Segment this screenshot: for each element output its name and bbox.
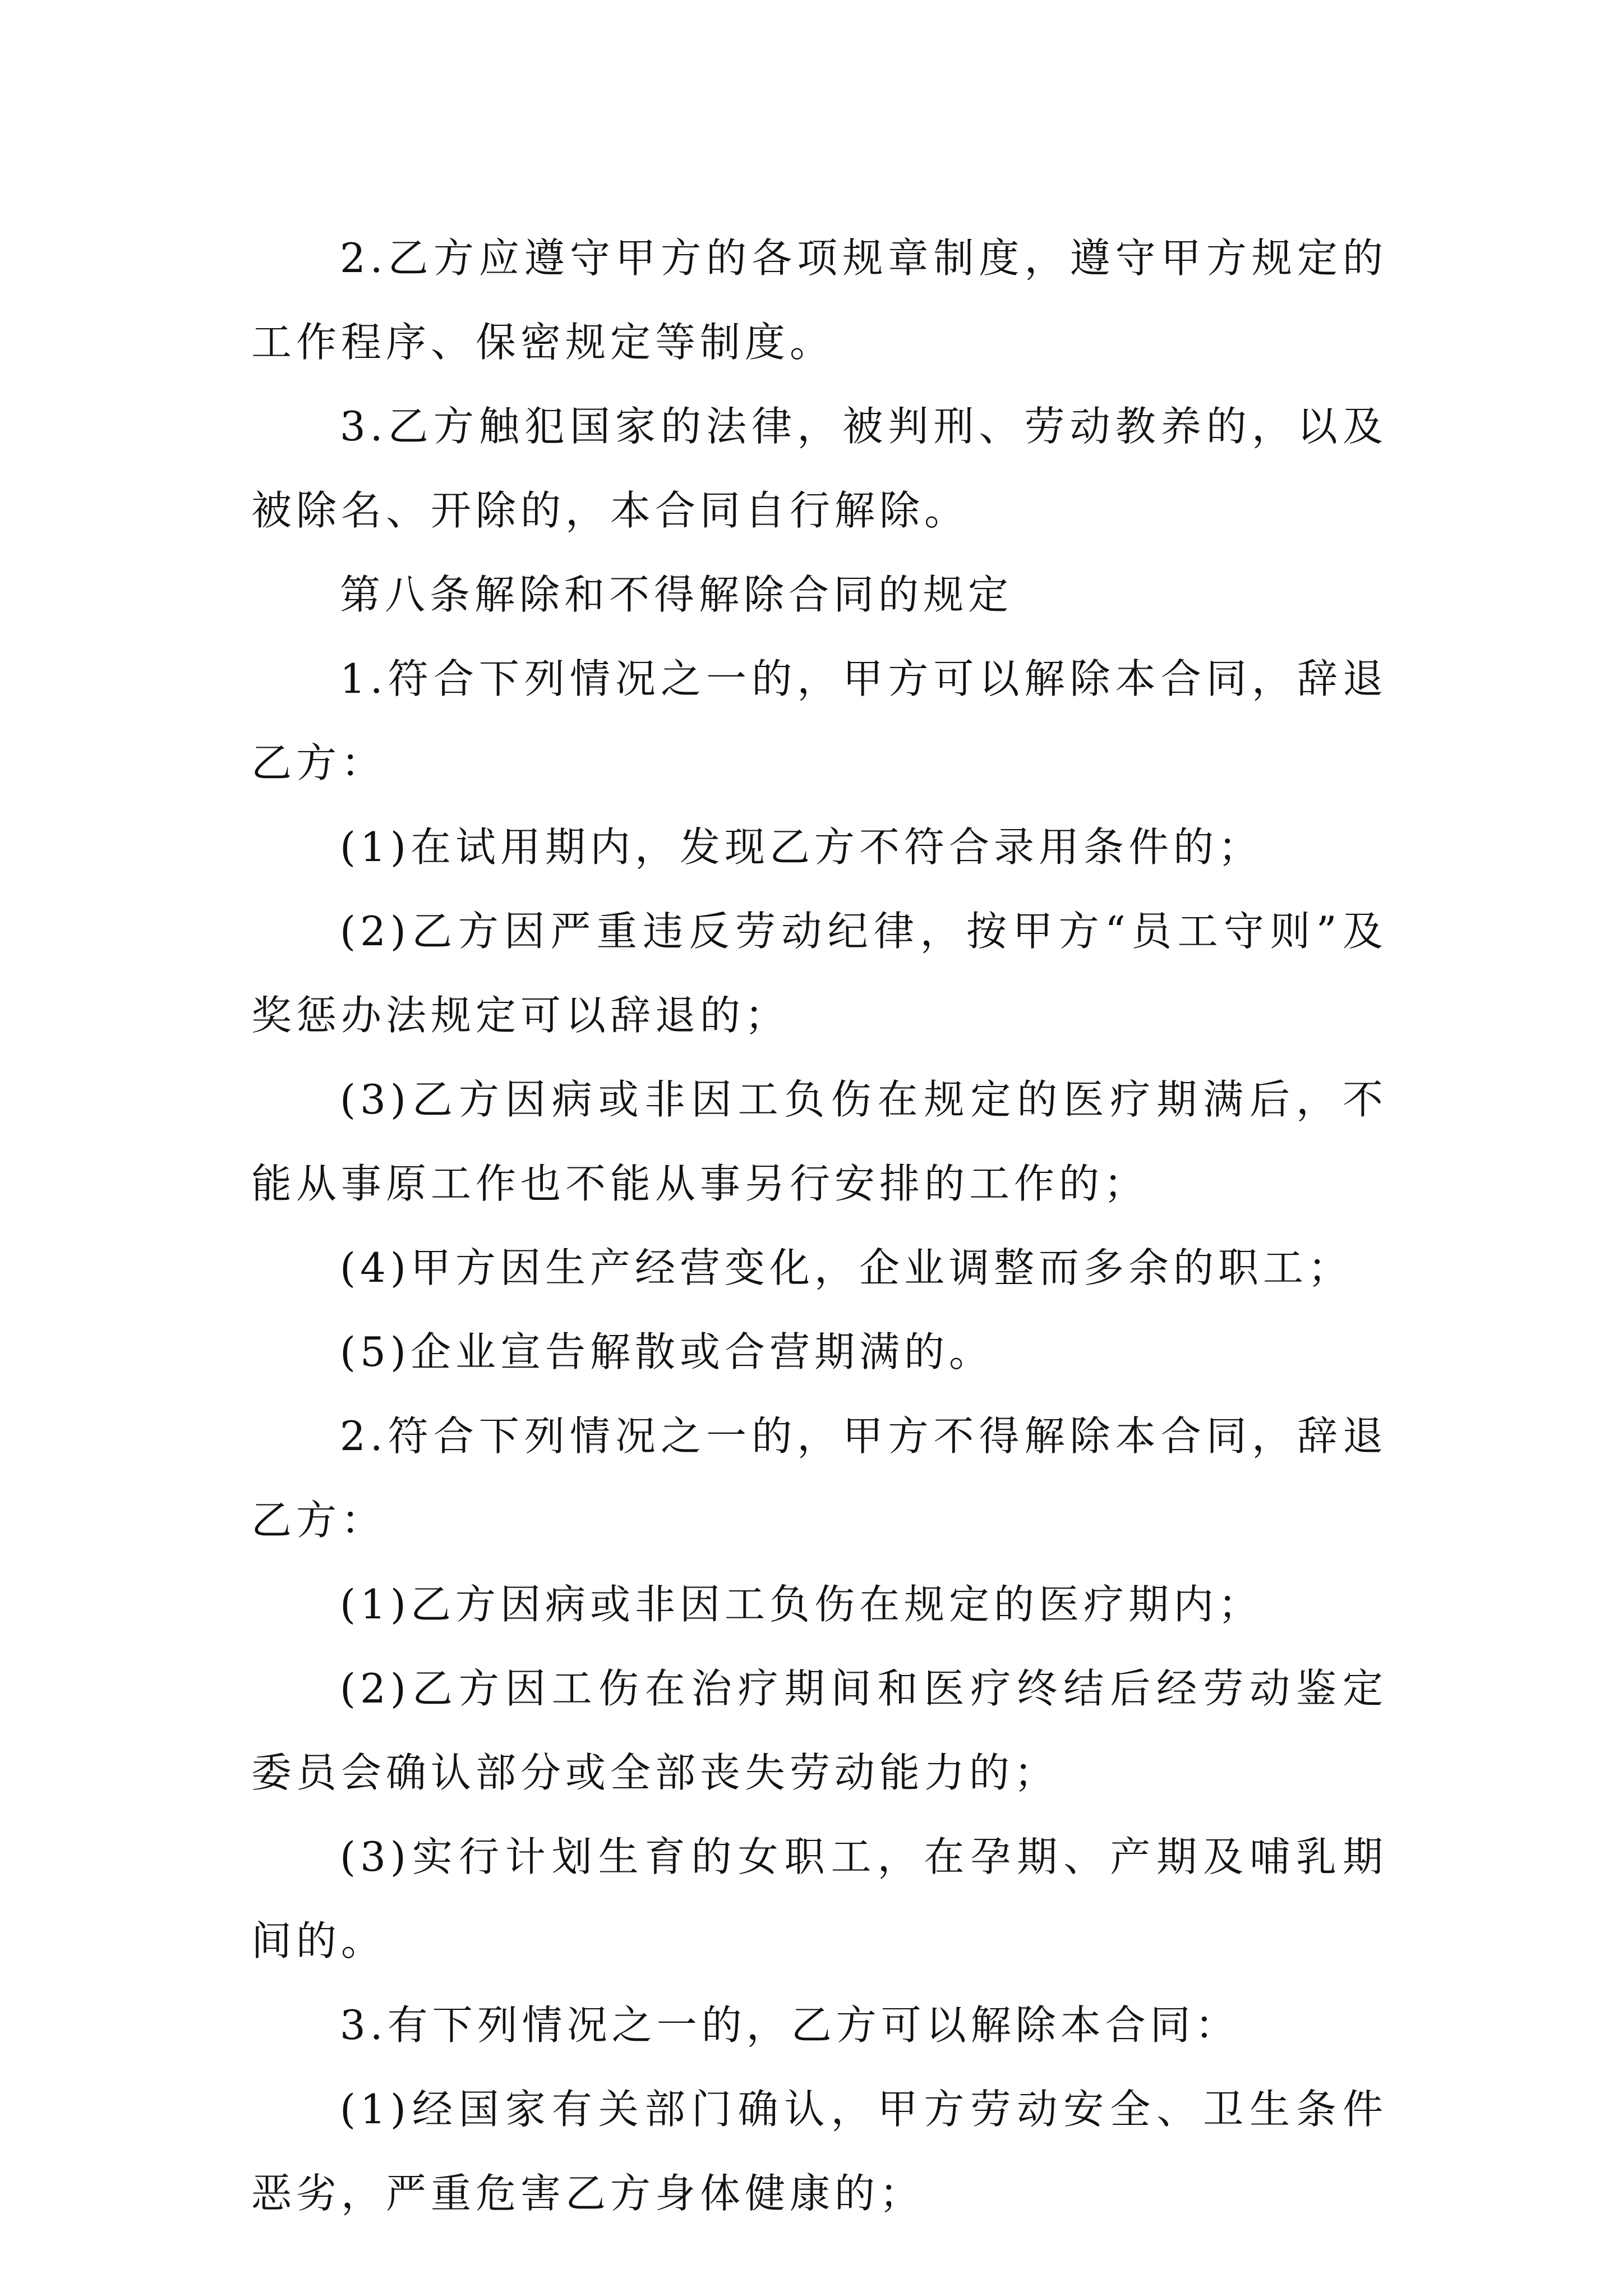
clause-paragraph: 3.乙方触犯国家的法律，被判刑、劳动教养的，以及被除名、开除的，本合同自行解除。 [251,403,1387,534]
sub-clause-paragraph: (5)企业宣告解散或合营期满的。 [340,1328,994,1375]
sub-clause-paragraph: (1)乙方因病或非因工负伤在规定的医疗期内； [340,1581,1263,1628]
clause-paragraph: 2.乙方应遵守甲方的各项规章制度，遵守甲方规定的工作程序、保密规定等制度。 [251,234,1387,366]
sub-clause-paragraph: (2)乙方因严重违反劳动纪律，按甲方“员工守则”及奖惩办法规定可以辞退的； [251,908,1387,1039]
sub-clause-paragraph: (1)在试用期内，发现乙方不符合录用条件的； [340,823,1263,871]
sub-clause-paragraph: (3)乙方因病或非因工负伤在规定的医疗期满后，不能从事原工作也不能从事另行安排的工作的； [251,1076,1387,1207]
article-heading: 第八条解除和不得解除合同的规定 [340,571,1013,618]
clause-paragraph: 3.有下列情况之一的，乙方可以解除本合同： [340,2001,1240,2049]
sub-clause-paragraph: (3)实行计划生育的女职工，在孕期、产期及哺乳期间的。 [251,1833,1387,1964]
sub-clause-paragraph: (2)乙方因工伤在治疗期间和医疗终结后经劳动鉴定委员会确认部分或全部丧失劳动能力的； [251,1665,1387,1796]
clause-paragraph: 2.符合下列情况之一的，甲方不得解除本合同，辞退乙方： [251,1412,1387,1544]
sub-clause-paragraph: (4)甲方因生产经营变化，企业调整而多余的职工； [340,1244,1353,1291]
document-body [251,216,1387,2235]
clause-paragraph: 1.符合下列情况之一的，甲方可以解除本合同，辞退乙方： [251,655,1387,786]
sub-clause-paragraph: (1)经国家有关部门确认，甲方劳动安全、卫生条件恶劣，严重危害乙方身体健康的； [251,2086,1387,2217]
